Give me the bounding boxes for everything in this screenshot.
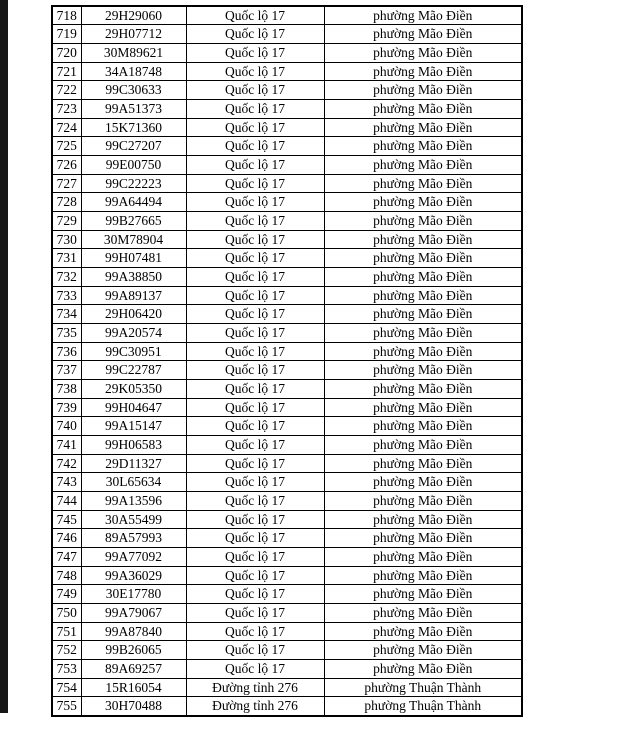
ward-name-cell: phường Mão Điền xyxy=(324,62,522,81)
row-number-cell: 745 xyxy=(52,510,81,529)
road-name-cell: Quốc lộ 17 xyxy=(186,491,324,510)
ward-name-cell: phường Thuận Thành xyxy=(324,678,522,697)
row-number-cell: 737 xyxy=(52,361,81,380)
plate-code-cell: 99H06583 xyxy=(81,435,186,454)
row-number-cell: 731 xyxy=(52,249,81,268)
table-row xyxy=(52,604,522,623)
row-number-cell: 736 xyxy=(52,342,81,361)
road-name-cell: Quốc lộ 17 xyxy=(186,435,324,454)
road-name-cell: Quốc lộ 17 xyxy=(186,118,324,137)
table-row xyxy=(52,118,522,137)
ward-name-cell: phường Mão Điền xyxy=(324,25,522,44)
ward-name-cell: phường Mão Điền xyxy=(324,585,522,604)
row-number-cell: 747 xyxy=(52,547,81,566)
plate-code-cell: 99C30951 xyxy=(81,342,186,361)
road-name-cell: Quốc lộ 17 xyxy=(186,43,324,62)
row-number-cell: 749 xyxy=(52,585,81,604)
table-row xyxy=(52,379,522,398)
row-number-cell: 748 xyxy=(52,566,81,585)
road-name-cell: Quốc lộ 17 xyxy=(186,193,324,212)
table-row xyxy=(52,155,522,174)
road-name-cell: Quốc lộ 17 xyxy=(186,174,324,193)
road-name-cell: Quốc lộ 17 xyxy=(186,454,324,473)
road-name-cell: Đường tỉnh 276 xyxy=(186,678,324,697)
plate-code-cell: 99A89137 xyxy=(81,286,186,305)
plate-code-cell: 99C22787 xyxy=(81,361,186,380)
road-name-cell: Quốc lộ 17 xyxy=(186,622,324,641)
ward-name-cell: phường Mão Điền xyxy=(324,286,522,305)
row-number-cell: 722 xyxy=(52,81,81,100)
ward-name-cell: phường Mão Điền xyxy=(324,99,522,118)
row-number-cell: 727 xyxy=(52,174,81,193)
plate-code-cell: 99A87840 xyxy=(81,622,186,641)
row-number-cell: 720 xyxy=(52,43,81,62)
row-number-cell: 724 xyxy=(52,118,81,137)
ward-name-cell: phường Mão Điền xyxy=(324,510,522,529)
road-name-cell: Quốc lộ 17 xyxy=(186,585,324,604)
ward-name-cell: phường Mão Điền xyxy=(324,566,522,585)
table-row xyxy=(52,6,522,25)
ward-name-cell: phường Mão Điền xyxy=(324,660,522,679)
plate-code-cell: 99C22223 xyxy=(81,174,186,193)
ward-name-cell: phường Mão Điền xyxy=(324,137,522,156)
plate-code-cell: 89A69257 xyxy=(81,660,186,679)
plate-code-cell: 99B27665 xyxy=(81,211,186,230)
table-row xyxy=(52,230,522,249)
road-name-cell: Quốc lộ 17 xyxy=(186,230,324,249)
table-body xyxy=(52,6,522,716)
road-name-cell: Quốc lộ 17 xyxy=(186,604,324,623)
table-row xyxy=(52,305,522,324)
road-name-cell: Quốc lộ 17 xyxy=(186,566,324,585)
road-name-cell: Quốc lộ 17 xyxy=(186,286,324,305)
plate-code-cell: 99A38850 xyxy=(81,267,186,286)
plate-code-cell: 89A57993 xyxy=(81,529,186,548)
ward-name-cell: phường Mão Điền xyxy=(324,81,522,100)
table-row xyxy=(52,641,522,660)
row-number-cell: 751 xyxy=(52,622,81,641)
row-number-cell: 752 xyxy=(52,641,81,660)
road-name-cell: Quốc lộ 17 xyxy=(186,510,324,529)
ward-name-cell: phường Mão Điền xyxy=(324,193,522,212)
ward-name-cell: phường Mão Điền xyxy=(324,43,522,62)
table-row xyxy=(52,323,522,342)
road-name-cell: Quốc lộ 17 xyxy=(186,6,324,25)
road-name-cell: Đường tỉnh 276 xyxy=(186,697,324,716)
vehicle-plate-table xyxy=(51,5,523,717)
road-name-cell: Quốc lộ 17 xyxy=(186,305,324,324)
row-number-cell: 728 xyxy=(52,193,81,212)
plate-code-cell: 29H06420 xyxy=(81,305,186,324)
table-row xyxy=(52,435,522,454)
row-number-cell: 735 xyxy=(52,323,81,342)
ward-name-cell: phường Thuận Thành xyxy=(324,697,522,716)
row-number-cell: 718 xyxy=(52,6,81,25)
row-number-cell: 755 xyxy=(52,697,81,716)
table-row xyxy=(52,398,522,417)
table-row xyxy=(52,81,522,100)
table-row xyxy=(52,678,522,697)
ward-name-cell: phường Mão Điền xyxy=(324,398,522,417)
table-row xyxy=(52,193,522,212)
table-row xyxy=(52,43,522,62)
table-row xyxy=(52,622,522,641)
table-row xyxy=(52,62,522,81)
ward-name-cell: phường Mão Điền xyxy=(324,529,522,548)
plate-code-cell: 99A15147 xyxy=(81,417,186,436)
road-name-cell: Quốc lộ 17 xyxy=(186,62,324,81)
road-name-cell: Quốc lộ 17 xyxy=(186,249,324,268)
row-number-cell: 726 xyxy=(52,155,81,174)
table-row xyxy=(52,361,522,380)
row-number-cell: 719 xyxy=(52,25,81,44)
plate-code-cell: 99A77092 xyxy=(81,547,186,566)
plate-code-cell: 99A64494 xyxy=(81,193,186,212)
ward-name-cell: phường Mão Điền xyxy=(324,622,522,641)
road-name-cell: Quốc lộ 17 xyxy=(186,641,324,660)
plate-code-cell: 30A55499 xyxy=(81,510,186,529)
ward-name-cell: phường Mão Điền xyxy=(324,6,522,25)
plate-code-cell: 99A20574 xyxy=(81,323,186,342)
ward-name-cell: phường Mão Điền xyxy=(324,379,522,398)
ward-name-cell: phường Mão Điền xyxy=(324,249,522,268)
row-number-cell: 734 xyxy=(52,305,81,324)
ward-name-cell: phường Mão Điền xyxy=(324,604,522,623)
table-row xyxy=(52,491,522,510)
plate-code-cell: 15R16054 xyxy=(81,678,186,697)
road-name-cell: Quốc lộ 17 xyxy=(186,529,324,548)
table-row xyxy=(52,342,522,361)
row-number-cell: 733 xyxy=(52,286,81,305)
ward-name-cell: phường Mão Điền xyxy=(324,417,522,436)
table-row xyxy=(52,454,522,473)
ward-name-cell: phường Mão Điền xyxy=(324,230,522,249)
row-number-cell: 743 xyxy=(52,473,81,492)
row-number-cell: 741 xyxy=(52,435,81,454)
ward-name-cell: phường Mão Điền xyxy=(324,118,522,137)
road-name-cell: Quốc lộ 17 xyxy=(186,398,324,417)
row-number-cell: 729 xyxy=(52,211,81,230)
ward-name-cell: phường Mão Điền xyxy=(324,491,522,510)
plate-code-cell: 29H07712 xyxy=(81,25,186,44)
road-name-cell: Quốc lộ 17 xyxy=(186,323,324,342)
ward-name-cell: phường Mão Điền xyxy=(324,323,522,342)
plate-code-cell: 99A79067 xyxy=(81,604,186,623)
ward-name-cell: phường Mão Điền xyxy=(324,547,522,566)
ward-name-cell: phường Mão Điền xyxy=(324,174,522,193)
row-number-cell: 753 xyxy=(52,660,81,679)
table-row xyxy=(52,211,522,230)
plate-code-cell: 30M89621 xyxy=(81,43,186,62)
road-name-cell: Quốc lộ 17 xyxy=(186,660,324,679)
plate-code-cell: 99H07481 xyxy=(81,249,186,268)
table-row xyxy=(52,585,522,604)
row-number-cell: 732 xyxy=(52,267,81,286)
table-row xyxy=(52,529,522,548)
plate-code-cell: 30H70488 xyxy=(81,697,186,716)
plate-code-cell: 15K71360 xyxy=(81,118,186,137)
table-row xyxy=(52,473,522,492)
table-row xyxy=(52,174,522,193)
ward-name-cell: phường Mão Điền xyxy=(324,211,522,230)
table-row xyxy=(52,566,522,585)
row-number-cell: 725 xyxy=(52,137,81,156)
table-row xyxy=(52,249,522,268)
table-row xyxy=(52,547,522,566)
ward-name-cell: phường Mão Điền xyxy=(324,305,522,324)
row-number-cell: 740 xyxy=(52,417,81,436)
plate-code-cell: 30E17780 xyxy=(81,585,186,604)
road-name-cell: Quốc lộ 17 xyxy=(186,267,324,286)
row-number-cell: 754 xyxy=(52,678,81,697)
table-row xyxy=(52,137,522,156)
table-row xyxy=(52,697,522,716)
road-name-cell: Quốc lộ 17 xyxy=(186,211,324,230)
plate-code-cell: 99E00750 xyxy=(81,155,186,174)
table-row xyxy=(52,25,522,44)
ward-name-cell: phường Mão Điền xyxy=(324,641,522,660)
ward-name-cell: phường Mão Điền xyxy=(324,473,522,492)
plate-code-cell: 99B26065 xyxy=(81,641,186,660)
ward-name-cell: phường Mão Điền xyxy=(324,267,522,286)
row-number-cell: 746 xyxy=(52,529,81,548)
ward-name-cell: phường Mão Điền xyxy=(324,342,522,361)
table-row xyxy=(52,510,522,529)
row-number-cell: 739 xyxy=(52,398,81,417)
plate-code-cell: 30L65634 xyxy=(81,473,186,492)
row-number-cell: 721 xyxy=(52,62,81,81)
road-name-cell: Quốc lộ 17 xyxy=(186,25,324,44)
road-name-cell: Quốc lộ 17 xyxy=(186,379,324,398)
scan-edge-bar xyxy=(0,0,8,713)
plate-code-cell: 29K05350 xyxy=(81,379,186,398)
row-number-cell: 738 xyxy=(52,379,81,398)
plate-code-cell: 99A13596 xyxy=(81,491,186,510)
row-number-cell: 723 xyxy=(52,99,81,118)
table-row xyxy=(52,99,522,118)
road-name-cell: Quốc lộ 17 xyxy=(186,361,324,380)
ward-name-cell: phường Mão Điền xyxy=(324,454,522,473)
row-number-cell: 744 xyxy=(52,491,81,510)
row-number-cell: 750 xyxy=(52,604,81,623)
row-number-cell: 742 xyxy=(52,454,81,473)
row-number-cell: 730 xyxy=(52,230,81,249)
ward-name-cell: phường Mão Điền xyxy=(324,435,522,454)
ward-name-cell: phường Mão Điền xyxy=(324,155,522,174)
plate-code-cell: 99C27207 xyxy=(81,137,186,156)
road-name-cell: Quốc lộ 17 xyxy=(186,99,324,118)
table-row xyxy=(52,660,522,679)
road-name-cell: Quốc lộ 17 xyxy=(186,417,324,436)
plate-code-cell: 99C30633 xyxy=(81,81,186,100)
ward-name-cell: phường Mão Điền xyxy=(324,361,522,380)
road-name-cell: Quốc lộ 17 xyxy=(186,155,324,174)
road-name-cell: Quốc lộ 17 xyxy=(186,137,324,156)
plate-code-cell: 30M78904 xyxy=(81,230,186,249)
plate-code-cell: 99A36029 xyxy=(81,566,186,585)
plate-code-cell: 29D11327 xyxy=(81,454,186,473)
plate-code-cell: 99H04647 xyxy=(81,398,186,417)
plate-code-cell: 99A51373 xyxy=(81,99,186,118)
table-row xyxy=(52,267,522,286)
plate-code-cell: 29H29060 xyxy=(81,6,186,25)
road-name-cell: Quốc lộ 17 xyxy=(186,342,324,361)
plate-code-cell: 34A18748 xyxy=(81,62,186,81)
road-name-cell: Quốc lộ 17 xyxy=(186,547,324,566)
road-name-cell: Quốc lộ 17 xyxy=(186,473,324,492)
table-row xyxy=(52,286,522,305)
road-name-cell: Quốc lộ 17 xyxy=(186,81,324,100)
table-row xyxy=(52,417,522,436)
